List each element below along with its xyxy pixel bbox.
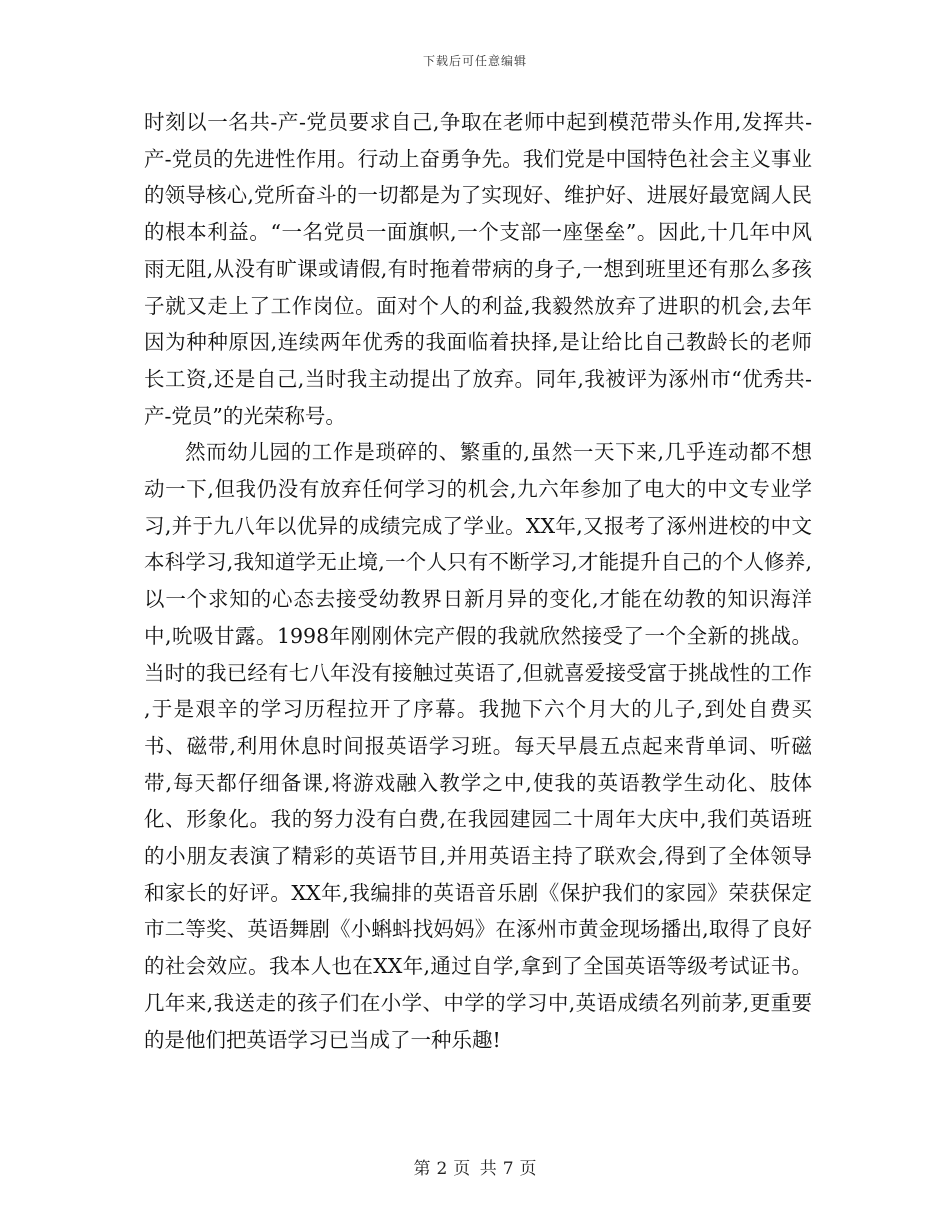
footer-total-pages: 7 xyxy=(502,1159,514,1179)
paragraph-1: 时刻以一名共-产-党员要求自己,争取在老师中起到模范带头作用,发挥共-产-党员的先进性作用。行动上奋勇争先。我们党是中国特色社会主义事业的领导核心,党所奋斗的一切都是为了实现好、维护好、进展好最宽阔人民的根本利益。“一名党员一面旗帜,一个支部一座堡垒”。因此,十几年中风雨无阻,从没有旷课或请假,有时拖着带病的身子,一想到班里还有那么多孩子就又走上了工作岗位。面对个人的利益,我毅然放弃了进职的机会,去年因为种种原因,连续两年优秀的我面临着抉择,是让给比自己教龄长的老师长工资,还是自己,当时我主动提出了放弃。同年,我被评为涿州市“优秀共-产-党员”的光荣称号。 xyxy=(144,110,812,428)
paragraph-2: 然而幼儿园的工作是琐碎的、繁重的,虽然一天下来,几乎连动都不想动一下,但我仍没有放弃任何学习的机会,九六年参加了电大的中文专业学习,并于九八年以优异的成绩完成了学业。XX年,又报考了涿州进校的中文本科学习,我知道学无止境,一个人只有不断学习,才能提升自己的个人修养,以一个求知的心态去接受幼教界日新月异的变化,才能在幼教的知识海洋中,吮吸甘露。1998年刚刚休完产假的我就欣然接受了一个全新的挑战。当时的我已经有七八年没有接触过英语了,但就喜爱接受富于挑战性的工作 ,于是艰辛的学习历程拉开了序幕。我抛下六个月大的儿子,到处自费买书、磁带,利用休息时间报英语学习班。每天早晨五点起来背单词、听磁带,每天都仔细备课,将游戏融入教学之中,使我的英语教学生动化、肢体化、形象化。我的努力没有白费,在我园建园二十周年大庆中,我们英语班的小朋友表演了精彩的英语节目,并用英语主持了联欢会,得到了全体领导和家长的好评。XX年,我编排的英语音乐剧《保护我们的家园》荣获保定市二等奖、英语舞剧《小蝌蚪找妈妈》在涿州市黄金现场播出,取得了良好的社会效应。我本人也在XX年,通过自学,拿到了全国英语等级考试证书。几年来,我送走的孩子们在小学、中学的学习中,英语成绩名列前茅,更重要的是他们把英语学习已当成了一种乐趣! xyxy=(144,440,812,1052)
page-footer xyxy=(0,1154,950,1179)
footer-prefix: 第 xyxy=(413,1159,431,1179)
document-body xyxy=(144,104,812,1058)
footer-suffix: 页 xyxy=(519,1159,537,1179)
footer-middle: 页 共 xyxy=(453,1159,497,1179)
page-header: 下载后可任意编辑 xyxy=(422,54,527,68)
footer-page-number: 2 xyxy=(436,1159,448,1179)
